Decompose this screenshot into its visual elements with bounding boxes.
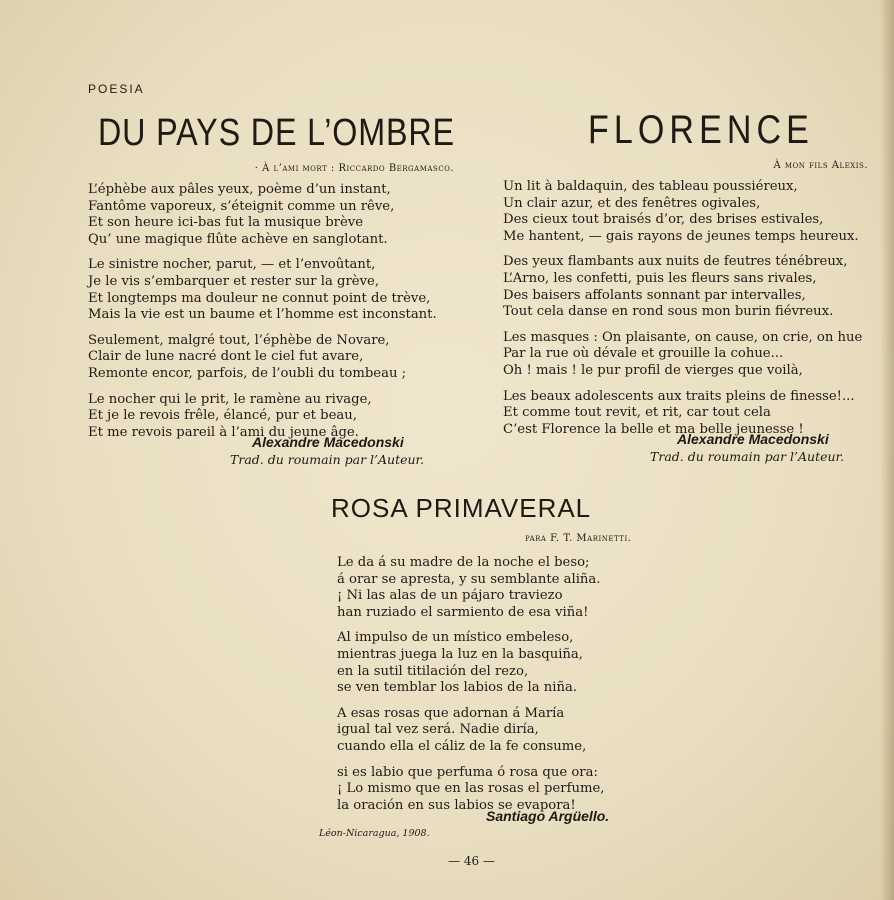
verse-line: Me hantent, — gais rayons de jeunes temps heureux. — [503, 228, 859, 244]
verse-line: Fantôme vaporeux, s’éteignit comme un rêve, — [88, 198, 395, 214]
verse-line: Les masques : On plaisante, on cause, on crie, on hue — [503, 329, 863, 345]
stanza — [503, 254, 875, 320]
verse-line: Tout cela danse en rond sous mon burin fiévreux. — [503, 304, 834, 320]
verse-line: Clair de lune nacré dont le ciel fut avare, — [88, 349, 364, 365]
verse-line: Al impulso de un místico embeleso, — [337, 630, 574, 646]
stanza — [503, 179, 875, 245]
poem-dedication: À mon fils Alexis. — [773, 160, 868, 171]
verse-line: Le da á su madre de la noche el beso; — [337, 555, 590, 570]
poem-dedication: para F. T. Marinetti. — [525, 533, 632, 544]
verse-line: Et je le revois frêle, élancé, pur et beau, — [88, 408, 357, 424]
verse-line: Et longtemps ma douleur ne connut point de trève, — [88, 290, 431, 306]
verse-line: á orar se apresta, y su semblante aliña. — [337, 571, 601, 587]
page-edge-shadow — [880, 0, 894, 900]
verse-line: Un clair azur, et des fenêtres ogivales, — [503, 195, 761, 211]
poem-dedication: · À l’ami mort : Riccardo Bergamasco. — [254, 163, 454, 174]
verse-line: ¡ Ni las alas de un pájaro traviezo — [337, 588, 563, 604]
stanza — [337, 555, 637, 621]
verse-line: Un lit à baldaquin, des tableau poussiéreux, — [503, 179, 798, 194]
poem-body — [503, 179, 875, 447]
poem-title-florence: FLORENCE — [588, 108, 814, 152]
verse-line: Des cieux tout braisés d’or, des brises estivales, — [503, 212, 824, 228]
verse-line: Je le vis s’embarquer et rester sur la grève, — [88, 273, 380, 289]
verse-line: Et son heure ici-bas fut la musique brève — [88, 215, 363, 231]
stanza — [337, 765, 637, 815]
poem-place-date: Léon-Nicaragua, 1908. — [319, 828, 430, 839]
poem-title-rosa-primaveral: ROSA PRIMAVERAL — [331, 493, 592, 523]
verse-line: cuando ella el cáliz de la fe consume, — [337, 738, 587, 754]
verse-line: Seulement, malgré tout, l’éphèbe de Novare, — [88, 332, 390, 348]
stanza — [503, 330, 875, 380]
verse-line: ¡ Lo mismo que en las rosas el perfume, — [337, 781, 605, 797]
verse-line: A esas rosas que adornan á María — [337, 705, 565, 721]
poem-author: Santiago Argüello. — [486, 808, 610, 824]
verse-line: Oh ! mais ! le pur profil de vierges que voilà, — [503, 362, 803, 378]
verse-line: L’Arno, les confetti, puis les fleurs sans rivales, — [503, 270, 817, 286]
stanza — [88, 257, 448, 323]
poem-title-du-pays-de-lombre: DU PAYS DE L’OMBRE — [98, 112, 455, 154]
verse-line: la oración en sus labios se evapora! — [337, 797, 576, 813]
verse-line: Remonte encor, parfois, de l’oubli du tombeau ; — [88, 365, 407, 381]
poem-translator: Trad. du roumain par l’Auteur. — [230, 452, 425, 467]
poem-author: Alexandre Macedonski — [252, 434, 404, 450]
verse-line: igual tal vez será. Nadie diría, — [337, 722, 539, 738]
verse-line: se ven temblar los labios de la niña. — [337, 680, 578, 696]
poem-body — [337, 555, 637, 823]
verse-line: Mais la vie est un baume et l’homme est inconstant. — [88, 307, 437, 323]
verse-line: Qu’ une magique flûte achève en sanglotant. — [88, 231, 388, 247]
verse-line: mientras juega la luz en la basquiña, — [337, 646, 583, 662]
section-label: POESIA — [88, 82, 145, 96]
verse-line: Et me revois pareil à l’ami du jeune âge. — [88, 424, 359, 440]
verse-line: L’éphèbe aux pâles yeux, poème d’un instant, — [88, 182, 391, 197]
verse-line: si es labio que perfuma ó rosa que ora: — [337, 764, 598, 780]
poem-translator: Trad. du roumain par l’Auteur. — [650, 449, 845, 464]
poem-body — [88, 182, 448, 450]
verse-line: Les beaux adolescents aux traits pleins de finesse!... — [503, 388, 855, 404]
stanza — [88, 182, 448, 248]
verse-line: Des yeux flambants aux nuits de feutres ténébreux, — [503, 254, 848, 270]
verse-line: Des baisers affolants sonnant par intervalles, — [503, 287, 806, 303]
verse-line: Et comme tout revit, et rit, car tout cela — [503, 405, 771, 421]
stanza — [88, 333, 448, 383]
stanza — [337, 706, 637, 756]
verse-line: Le nocher qui le prit, le ramène au rivage, — [88, 391, 372, 407]
verse-line: en la sutil titilación del rezo, — [337, 663, 529, 679]
stanza — [337, 630, 637, 696]
page-number: — 46 — — [448, 854, 495, 868]
verse-line: C’est Florence la belle et ma belle jeunesse ! — [503, 421, 804, 437]
poem-author: Alexandre Macedonski — [677, 431, 829, 447]
verse-line: Le sinistre nocher, parut, — et l’envoûtant, — [88, 257, 376, 273]
verse-line: han ruziado el sarmiento de esa viña! — [337, 604, 589, 620]
verse-line: Par la rue où dévale et grouille la cohue... — [503, 346, 784, 362]
